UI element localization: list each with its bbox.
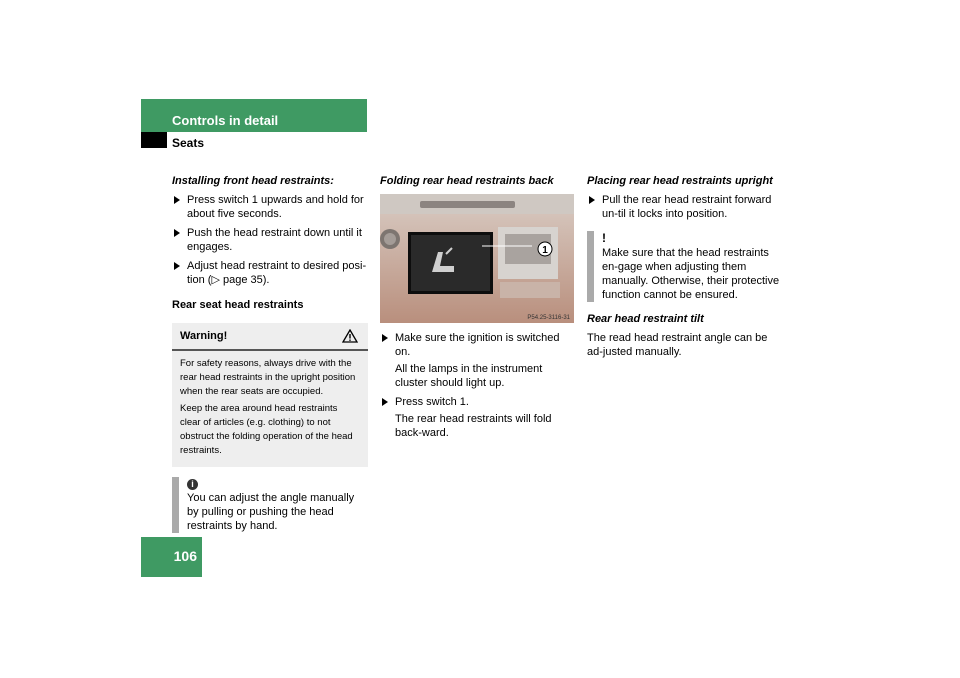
column-3	[587, 174, 783, 359]
info-note	[172, 477, 368, 533]
section-title: Seats	[172, 136, 205, 150]
page-number: 106	[141, 537, 202, 577]
heading-fold-back: Folding rear head restraints back	[380, 175, 554, 187]
figure-code: P54.25-3116-31	[527, 315, 570, 321]
bullet-pull-forward: Pull the rear head restraint forward un-til it locks into position.	[587, 193, 783, 221]
heading-install-front: Installing front head restraints:	[172, 175, 334, 187]
warning-header	[172, 323, 368, 351]
chapter-header-band	[141, 99, 367, 132]
column-2	[380, 174, 576, 440]
column-1	[172, 174, 368, 533]
heading-upright: Placing rear head restraints upright	[587, 175, 773, 187]
heading-tilt: Rear head restraint tilt	[587, 313, 704, 325]
bullet-ignition: Make sure the ignition is switched on.	[380, 331, 576, 359]
warning-paragraph: Keep the area around head restraints clear of articles (e.g. clothing) to not obstruct the folding operation of the head restraints.	[180, 403, 353, 456]
section-marker	[141, 132, 167, 148]
figure-callout-label: 1	[542, 245, 548, 256]
caution-note-text: Make sure that the head restraints en-gage when adjusting them manually. Otherwise, their protective function cannot be ensured.	[602, 247, 780, 301]
ignition-note: All the lamps in the instrument cluster should light up.	[395, 363, 543, 389]
warning-box	[172, 323, 368, 467]
head-restraint-switch-photo	[380, 194, 574, 323]
info-note-text: You can adjust the angle manually by pulling or pushing the head restraints by hand.	[187, 492, 355, 532]
exclamation-icon: !	[602, 231, 606, 245]
bullet-push-restraint: Push the head restraint down until it engages.	[172, 226, 368, 254]
warning-body	[172, 351, 368, 467]
tilt-body-text: The read head restraint angle can be ad-justed manually.	[587, 332, 768, 358]
warning-triangle-icon	[342, 329, 358, 343]
warning-title: Warning!	[180, 330, 228, 342]
chapter-title: Controls in detail	[172, 113, 279, 128]
info-icon: i	[187, 479, 198, 490]
warning-paragraph: For safety reasons, always drive with the rear head restraints in the upright position when the rear seats are occupied.	[180, 358, 356, 397]
fold-back-note: The rear head restraints will fold back-ward.	[395, 413, 552, 439]
bullet-adjust-restraint: Adjust head restraint to desired posi-tion (▷ page 35).	[172, 259, 368, 287]
caution-note	[587, 231, 783, 302]
bullet-press-switch-1: Press switch 1.	[380, 395, 576, 409]
subhead-rear-seat: Rear seat head restraints	[172, 299, 304, 311]
bullet-press-switch: Press switch 1 upwards and hold for about five seconds.	[172, 193, 368, 221]
